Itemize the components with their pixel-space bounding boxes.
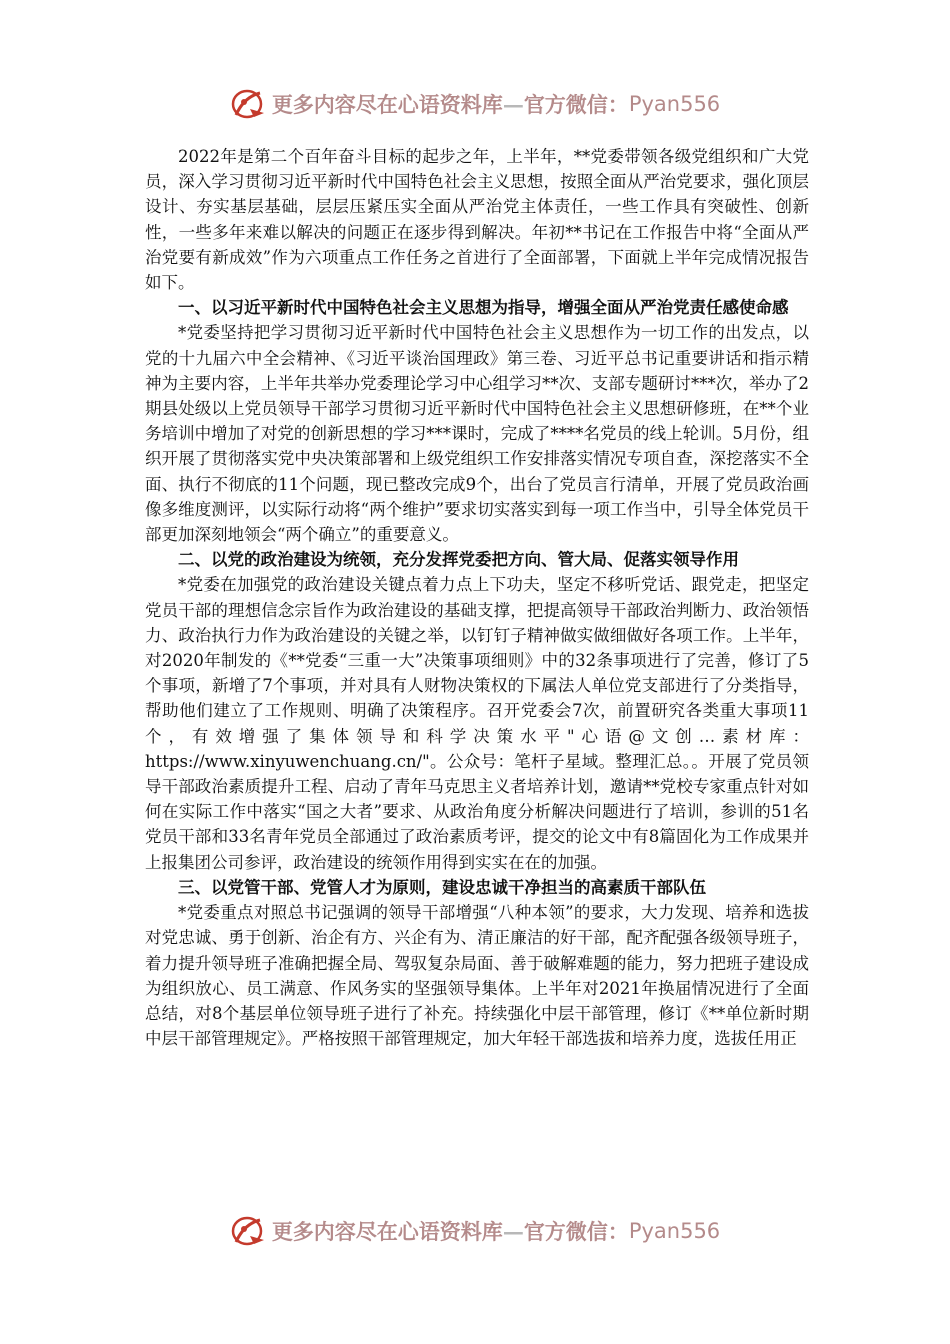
section-heading-2: 二、以党的政治建设为统领，充分发挥党委把方向、管大局、促落实领导作用: [178, 550, 739, 570]
section-paragraph-1: *党委坚持把学习贯彻习近平新时代中国特色社会主义思想作为一切工作的出发点，以党的十九届六中全会精神、《习近平谈治国理政》第三卷、习近平总书记重要讲话和指示精神为主要内容，上半年共举办党委理论学习中心组学习**次、支部专题研讨***次，举办了2期县处级以上党员领导干部学习贯彻习近平新时代中国特色社会主义思想研修班，在**个业务培训中增加了对党的创新思想的学习***课时，完成了****名党员的线上轮训。5月份，组织开展了贯彻落实党中央决策部署和上级党组织工作安排落实情况专项自查，深挖落实不全面、执行不彻底的11个问题，现已整改完成9个，出台了党员言行清单，开展了党员政治画像多维度测评，以实际行动将“两个维护”要求切实落实到每一项工作当中，引导全体党员干部更加深刻地领会“两个确立”的重要意义。: [145, 323, 809, 545]
document-body: [145, 144, 809, 1051]
section-heading-3: 三、以党管干部、党管人才为原则，建设忠诚干净担当的高素质干部队伍: [178, 877, 706, 897]
section-heading-1: 一、以习近平新时代中国特色社会主义思想为指导，增强全面从严治党责任感使命感: [178, 298, 789, 318]
brand-logo-icon: [230, 1214, 268, 1248]
section-paragraph-3: *党委重点对照总书记强调的领导干部增强“八种本领”的要求，大力发现、培养和选拔对党忠诚、勇于创新、治企有方、兴企有为、清正廉洁的好干部，配齐配强各级领导班子，着力提升领导班子准确把握全局、驾驭复杂局面、善于破解难题的能力，努力把班子建设成为组织放心、员工满意、作风务实的坚强领导集体。上半年对2021年换届情况进行了全面总结，对8个基层单位领导班子进行了补充。持续强化中层干部管理，修订《**单位新时期中层干部管理规定》。严格按照干部管理规定，加大年轻干部选拔和培养力度，选拔任用正: [145, 903, 809, 1049]
intro-paragraph: 2022年是第二个百年奋斗目标的起步之年，上半年，**党委带领各级党组织和广大党员，深入学习贯彻习近平新时代中国特色社会主义思想，按照全面从严治党要求，强化顶层设计、夯实基层基础，层层压紧压实全面从严治党主体责任，一些工作具有突破性、创新性，一些多年来难以解决的问题正在逐步得到解决。年初**书记在工作报告中将“全面从严治党要有新成效”作为六项重点工作任务之首进行了全面部署，下面就上半年完成情况报告如下。: [145, 147, 809, 293]
banner-dash: —: [502, 1218, 524, 1244]
banner-dash: —: [502, 91, 524, 117]
banner-text: 更多内容尽在心语资料库: [271, 1219, 503, 1244]
banner-wechat-label: 官方微信：: [523, 92, 629, 117]
banner-text: 更多内容尽在心语资料库: [271, 92, 503, 117]
banner-wechat-id: Pyan556: [628, 92, 721, 116]
header-banner: [0, 84, 950, 124]
banner-wechat-label: 官方微信：: [523, 1219, 629, 1244]
brand-logo-icon: [230, 87, 268, 121]
section-paragraph-2: *党委在加强党的政治建设关键点着力点上下功夫，坚定不移听党话、跟党走，把坚定党员干部的理想信念宗旨作为政治建设的基础支撑，把提高领导干部政治判断力、政治领悟力、政治执行力作为政治建设的关键之举，以钉钉子精神做实做细做好各项工作。上半年，对2020年制发的《**党委“三重一大”决策事项细则》中的32条事项进行了完善，修订了5个事项，新增了7个事项，并对具有人财物决策权的下属法人单位党支部进行了分类指导，帮助他们建立了工作规则、明确了决策程序。召开党委会7次，前置研究各类重大事项11个，有效增强了集体领导和科学决策水平"心语@文创…素材库：https://www.xinyuwenchuang.cn/"。公众号：笔杆子星域。整理汇总。。开展了党员领导干部政治素质提升工程、启动了青年马克思主义者培养计划，邀请**党校专家重点针对如何在实际工作中落实“国之大者”要求、从政治角度分析解决问题进行了培训，参训的51名党员干部和33名青年党员全部通过了政治素质考评，提交的论文中有8篇固化为工作成果并上报集团公司参评，政治建设的统领作用得到实实在在的加强。: [145, 575, 809, 872]
banner-wechat-id: Pyan556: [628, 1219, 721, 1243]
footer-banner: [0, 1211, 950, 1251]
